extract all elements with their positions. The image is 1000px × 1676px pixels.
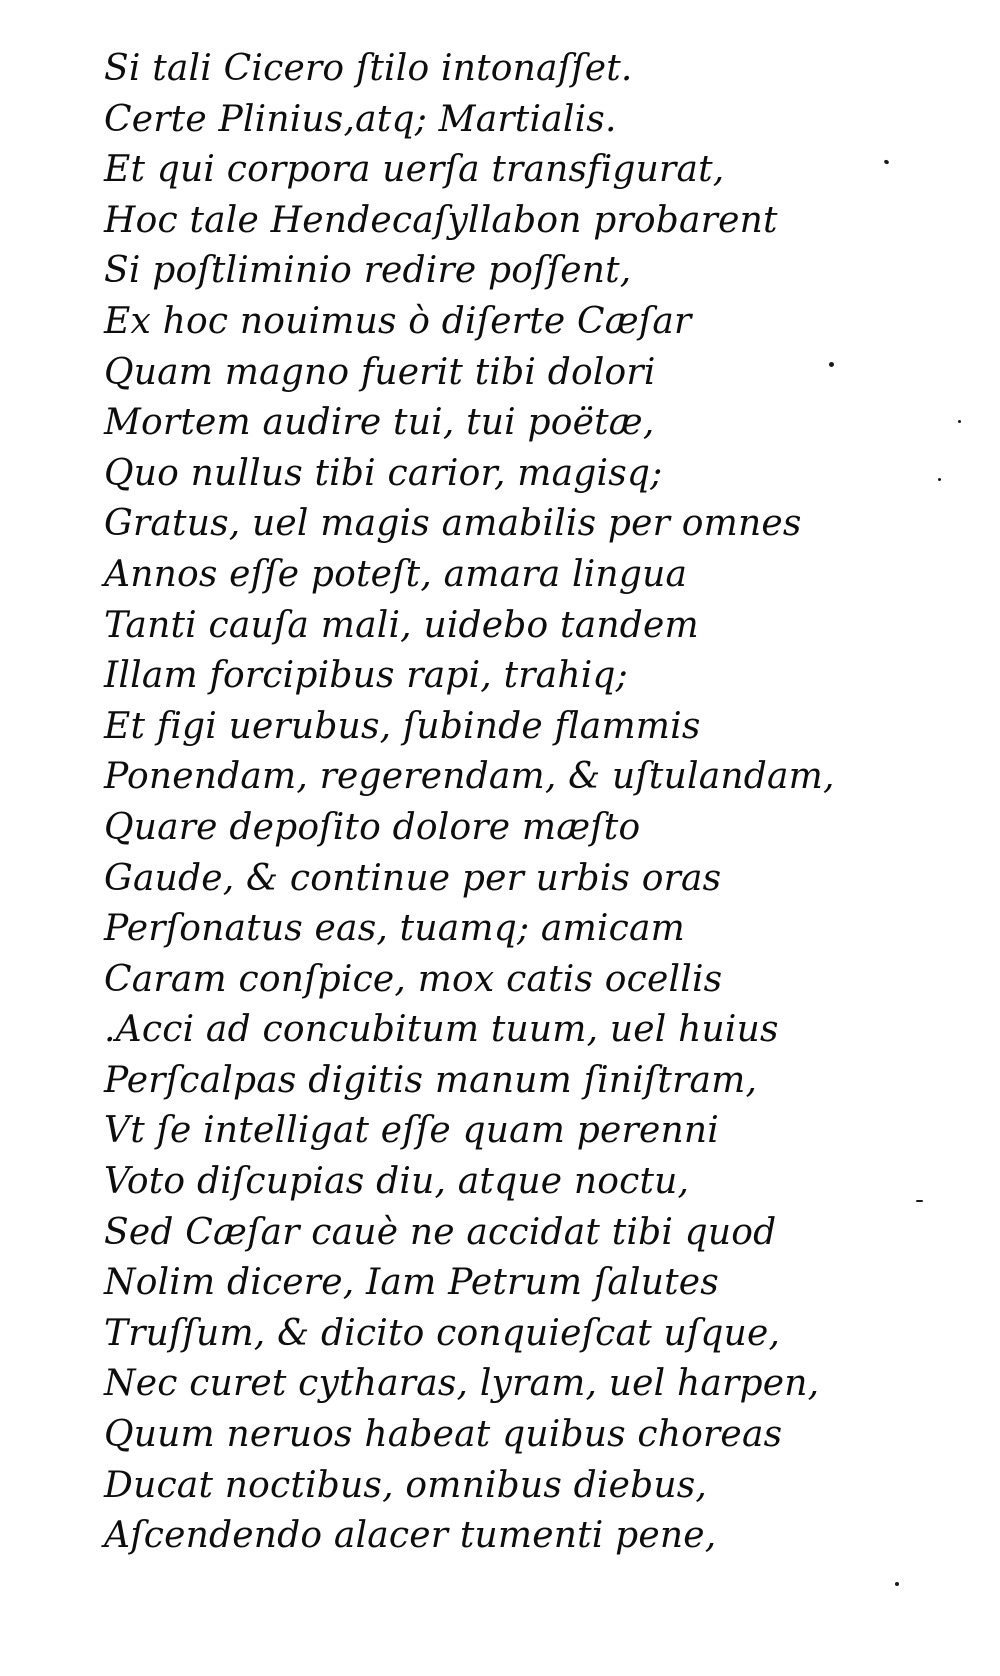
scan-speck [916,1200,923,1202]
poem-line-16: Quare depoſito dolore mæſto [104,806,641,848]
poem-line-27: Nec curet cytharas, lyram, uel harpen, [104,1363,820,1405]
scan-speck [895,1582,899,1586]
poem-line-8: Mortem audire tui, tui poëtæ, [104,402,655,444]
poem-line-17: Gaude, & continue per urbis oras [104,857,722,899]
poem-line-22: Vt ſe intelligat eſſe quam perenni [104,1110,719,1152]
poem-line-4: Hoc tale Hendecaſyllabon probarent [104,199,778,241]
poem-line-1: Si tali Cicero ſtilo intonaſſet. [104,48,633,89]
poem-line-19: Caram conſpice, mox catis ocellis [104,958,723,1000]
poem-line-18: Perſonatus eas, tuamq; amicam [104,908,686,950]
poem-text [104,44,835,1562]
poem-line-29: Ducat noctibus, omnibus diebus, [104,1464,708,1506]
scan-speck [829,362,834,367]
poem-line-7: Quam magno fuerit tibi dolori [104,351,656,393]
poem-line-20: .Acci ad concubitum tuum, uel huius [104,1009,779,1051]
poem-line-14: Et figi uerubus, ſubinde flammis [104,705,701,747]
scan-speck [958,420,961,423]
poem-line-28: Quum neruos habeat quibus choreas [104,1414,783,1456]
poem-line-24: Sed Cæſar cauè ne accidat tibi quod [104,1211,777,1253]
poem-line-13: Illam forcipibus rapi, trahiq; [104,655,629,697]
poem-line-21: Perſcalpas digitis manum ſiniſtram, [104,1059,758,1101]
poem-line-2: Certe Plinius,atq; Martialis. [104,98,617,140]
poem-line-9: Quo nullus tibi carior, magisq; [104,452,663,494]
poem-line-30: Aſcendendo alacer tumenti pene, [104,1515,717,1557]
poem-line-26: Truſſum, & dicito conquieſcat uſque, [104,1312,781,1354]
scan-speck [883,159,889,165]
poem-line-12: Tanti cauſa mali, uidebo tandem [104,604,699,646]
poem-line-5: Si poſtliminio redire poſſent, [104,250,632,292]
poem-line-25: Nolim dicere, Iam Petrum ſalutes [104,1262,719,1304]
poem-line-3: Et qui corpora uerſa transfigurat, [104,149,725,191]
poem-line-11: Annos eſſe poteſt, amara lingua [104,553,688,595]
poem-line-6: Ex hoc nouimus ò diſerte Cæſar [104,300,692,342]
poem-line-10: Gratus, uel magis amabilis per omnes [104,503,802,545]
poem-line-23: Voto diſcupias diu, atque noctu, [104,1161,690,1203]
poem-line-15: Ponendam, regerendam, & uſtulandam, [104,756,835,798]
scan-speck [938,478,941,481]
